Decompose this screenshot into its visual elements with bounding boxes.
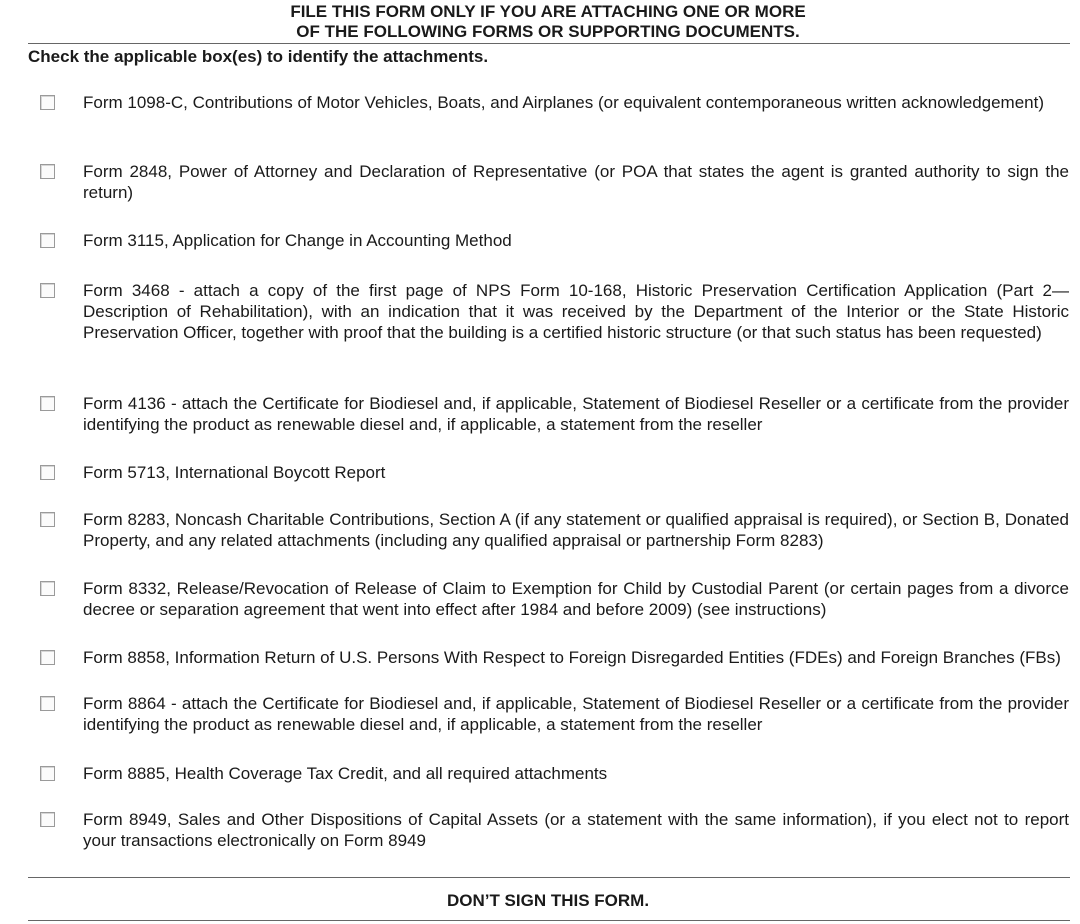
- attachment-label-8949: Form 8949, Sales and Other Dispositions of Capital Assets (or a statement with the same information), if you elect not to report your transactions electronically on Form 8949: [83, 810, 1069, 850]
- attachment-label-3468: Form 3468 - attach a copy of the first page of NPS Form 10-168, Historic Preservation Certification Application (Part 2—Description of Rehabilitation), with an indication that it was received by the Department of the Interior or the State Historic Preservation Officer, together with proof that the building is a certified historic structure (or that such status has been requested): [83, 281, 1069, 342]
- attachment-label-5713: Form 5713, International Boycott Report: [83, 463, 386, 482]
- checkbox-8283[interactable]: [40, 512, 55, 527]
- checkbox-8332[interactable]: [40, 581, 55, 596]
- checkbox-8949[interactable]: [40, 812, 55, 827]
- bottom-divider: [28, 877, 1070, 878]
- checkbox-8885[interactable]: [40, 766, 55, 781]
- checkbox-8864[interactable]: [40, 696, 55, 711]
- attachment-label-1098c: Form 1098-C, Contributions of Motor Vehicles, Boats, and Airplanes (or equivalent contemporaneous written acknowledgement): [83, 93, 1045, 112]
- footer-divider: [28, 920, 1070, 921]
- top-divider: [28, 43, 1070, 44]
- checkbox-3468[interactable]: [40, 283, 55, 298]
- header-line-2: OF THE FOLLOWING FORMS OR SUPPORTING DOCUMENTS.: [296, 22, 800, 41]
- attachment-label-8858: Form 8858, Information Return of U.S. Persons With Respect to Foreign Disregarded Entities (FDEs) and Foreign Branches (FBs): [83, 648, 1061, 667]
- instruction-text: Check the applicable box(es) to identify the attachments.: [28, 47, 489, 66]
- checkbox-5713[interactable]: [40, 465, 55, 480]
- attachment-label-3115: Form 3115, Application for Change in Accounting Method: [83, 231, 512, 250]
- checkbox-1098c[interactable]: [40, 95, 55, 110]
- dont-sign-notice: DON’T SIGN THIS FORM.: [446, 891, 650, 910]
- checkbox-3115[interactable]: [40, 233, 55, 248]
- attachment-label-8283: Form 8283, Noncash Charitable Contributions, Section A (if any statement or qualified appraisal is required), or Section B, Donated Property, and any related attachments (including any qualified appraisal or partnership Form 8283): [83, 510, 1069, 550]
- checkbox-2848[interactable]: [40, 164, 55, 179]
- form-header: [0, 2, 1080, 42]
- attachment-label-8885: Form 8885, Health Coverage Tax Credit, and all required attachments: [83, 764, 608, 783]
- checkbox-8858[interactable]: [40, 650, 55, 665]
- attachment-label-4136: Form 4136 - attach the Certificate for Biodiesel and, if applicable, Statement of Biodiesel Reseller or a certificate from the provider identifying the product as renewable diesel and, if applicable, a statement from the reseller: [83, 394, 1069, 434]
- attachment-label-8332: Form 8332, Release/Revocation of Release of Claim to Exemption for Child by Custodial Parent (or certain pages from a divorce decree or separation agreement that went into effect after 1984 and before 2009) (see instructions): [83, 579, 1069, 619]
- attachment-label-8864: Form 8864 - attach the Certificate for Biodiesel and, if applicable, Statement of Biodiesel Reseller or a certificate from the provider identifying the product as renewable diesel and, if applicable, a statement from the reseller: [83, 694, 1069, 734]
- attachment-label-2848: Form 2848, Power of Attorney and Declaration of Representative (or POA that states the agent is granted authority to sign the return): [83, 162, 1069, 202]
- header-line-1: FILE THIS FORM ONLY IF YOU ARE ATTACHING ONE OR MORE: [290, 2, 806, 21]
- checkbox-4136[interactable]: [40, 396, 55, 411]
